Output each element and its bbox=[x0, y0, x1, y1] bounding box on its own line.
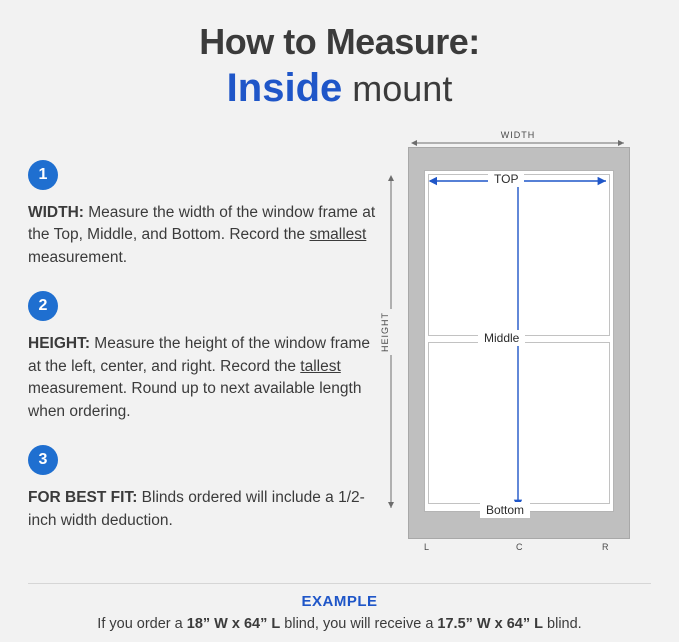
label-middle: Middle bbox=[478, 330, 525, 346]
step-2 bbox=[28, 291, 378, 423]
step-1-text-after: measurement. bbox=[28, 248, 128, 266]
step-3-text bbox=[28, 487, 378, 532]
page-title bbox=[0, 22, 679, 112]
footer-text bbox=[0, 616, 679, 642]
title-line-1: How to Measure: bbox=[199, 21, 480, 62]
footer-bold-received: 17.5” W x 64” L bbox=[437, 616, 543, 632]
step-2-badge: 2 bbox=[28, 291, 58, 321]
footer-text-part1: If you order a bbox=[97, 616, 187, 632]
step-2-label: HEIGHT: bbox=[28, 335, 90, 353]
step-1-badge: 1 bbox=[28, 160, 58, 190]
title-line-2 bbox=[0, 64, 679, 112]
step-1-text bbox=[28, 202, 378, 269]
window-pane-bottom bbox=[428, 342, 610, 504]
marker-center: C bbox=[516, 542, 523, 552]
label-top: TOP bbox=[488, 171, 524, 187]
title-rest-word: mount bbox=[342, 67, 453, 109]
window-diagram bbox=[378, 130, 658, 560]
step-2-text bbox=[28, 333, 378, 423]
instruction-steps bbox=[28, 160, 378, 554]
footer-bold-ordered: 18” W x 64” L bbox=[186, 616, 281, 632]
height-axis-label: HEIGHT bbox=[378, 309, 392, 355]
step-2-emphasis: tallest bbox=[300, 357, 341, 375]
step-1-text-before: Measure the width of the window frame at the Top, Middle, and Bottom. Record the bbox=[28, 204, 376, 244]
footer-title: EXAMPLE bbox=[301, 593, 378, 610]
footer-text-part2: blind, you will receive a bbox=[280, 616, 438, 632]
step-2-text-after: measurement. Round up to next available length when ordering. bbox=[28, 380, 362, 420]
title-accent-word: Inside bbox=[226, 65, 343, 110]
step-1 bbox=[28, 160, 378, 269]
footer-example bbox=[0, 581, 679, 642]
label-bottom: Bottom bbox=[480, 502, 530, 518]
window-pane-top bbox=[428, 174, 610, 336]
marker-right: R bbox=[602, 542, 609, 552]
step-3-badge: 3 bbox=[28, 445, 58, 475]
marker-left: L bbox=[424, 542, 430, 552]
step-1-emphasis: smallest bbox=[309, 226, 367, 244]
step-1-label: WIDTH: bbox=[28, 204, 84, 221]
step-3 bbox=[28, 445, 378, 532]
step-2-text-before: Measure the height of the window frame at the left, center, and right. Record the bbox=[28, 335, 371, 375]
footer-text-part3: blind. bbox=[543, 616, 582, 632]
step-3-text-before: Blinds ordered will include a 1/2-inch width deduction. bbox=[28, 489, 365, 529]
width-axis-label: WIDTH bbox=[408, 130, 628, 140]
step-3-label: FOR BEST FIT: bbox=[28, 489, 138, 507]
